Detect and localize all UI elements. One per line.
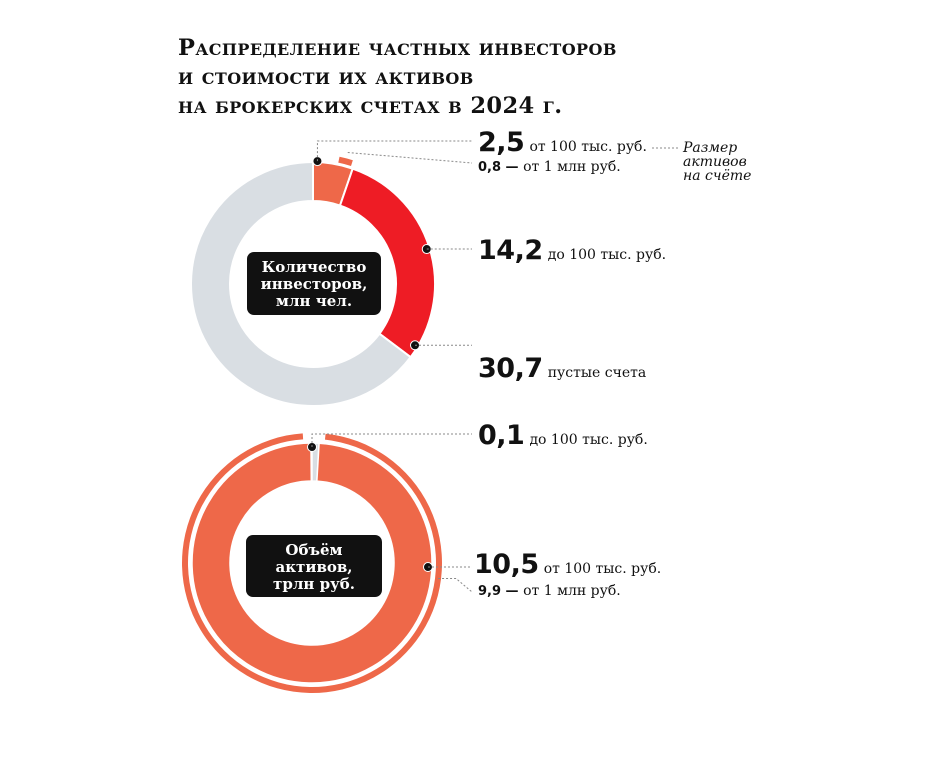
center-label-assets bbox=[246, 535, 382, 597]
chart-title-line-3: на брокерских счетах в 2024 г. bbox=[178, 93, 563, 119]
label-assets-over-100k: от 100 тыс. руб. bbox=[543, 561, 662, 577]
center-label-assets-line-1: Объём bbox=[285, 541, 343, 559]
label-assets-over-1m: от 1 млн руб. bbox=[523, 583, 621, 599]
legend-note bbox=[683, 141, 763, 183]
annotation-assets-under-100k bbox=[478, 420, 648, 451]
chart-title-line-2: и стоимости их активов bbox=[178, 64, 474, 90]
annotation-investors-empty bbox=[478, 353, 646, 384]
annotation-assets-over-1m: 9,9 — от 1 млн руб. bbox=[478, 583, 621, 599]
label-assets-under-100k: до 100 тыс. руб. bbox=[529, 432, 648, 448]
data-label-investors-under-100k: 14,2 bbox=[478, 235, 543, 266]
annotation-investors-under-100k bbox=[478, 235, 666, 266]
legend-note-line-1: Размер bbox=[683, 140, 738, 156]
legend-note-line-3: на счёте bbox=[683, 168, 752, 184]
center-label-assets-line-3: трлн руб. bbox=[273, 575, 355, 593]
data-label-investors-empty: 30,7 bbox=[478, 353, 543, 384]
chart-title-line-1: Распределение частных инвесторов bbox=[178, 35, 617, 61]
data-label-assets-under-100k: 0,1 bbox=[478, 420, 525, 451]
data-label-assets-over-1m: 9,9 bbox=[478, 584, 502, 599]
leader-assets-over-1m bbox=[438, 578, 472, 592]
center-label-assets-line-2: активов, bbox=[275, 558, 353, 576]
gap-assets-outer bbox=[303, 433, 317, 439]
label-investors-empty: пустые счета bbox=[547, 365, 647, 381]
legend-note-line-2: активов bbox=[683, 154, 747, 170]
annotation-investors-over-1m: 0,8 — от 1 млн руб. bbox=[478, 159, 621, 175]
label-investors-over-1m: от 1 млн руб. bbox=[523, 159, 621, 175]
data-label-investors-over-100k: 2,5 bbox=[478, 127, 525, 158]
center-label-investors bbox=[247, 252, 381, 315]
center-label-investors-line-2: инвесторов, bbox=[260, 275, 368, 293]
center-label-investors-line-3: млн чел. bbox=[275, 292, 353, 310]
annotation-assets-over-100k bbox=[474, 549, 661, 580]
data-label-investors-over-1m: 0,8 bbox=[478, 160, 502, 175]
leader-investors-over-1m bbox=[348, 153, 472, 163]
center-label-investors-line-1: Количество bbox=[261, 258, 367, 276]
data-label-assets-over-100k: 10,5 bbox=[474, 549, 539, 580]
label-investors-over-100k: от 100 тыс. руб. bbox=[529, 139, 647, 155]
label-investors-under-100k: до 100 тыс. руб. bbox=[547, 247, 667, 263]
annotation-investors-over-100k bbox=[478, 127, 647, 158]
